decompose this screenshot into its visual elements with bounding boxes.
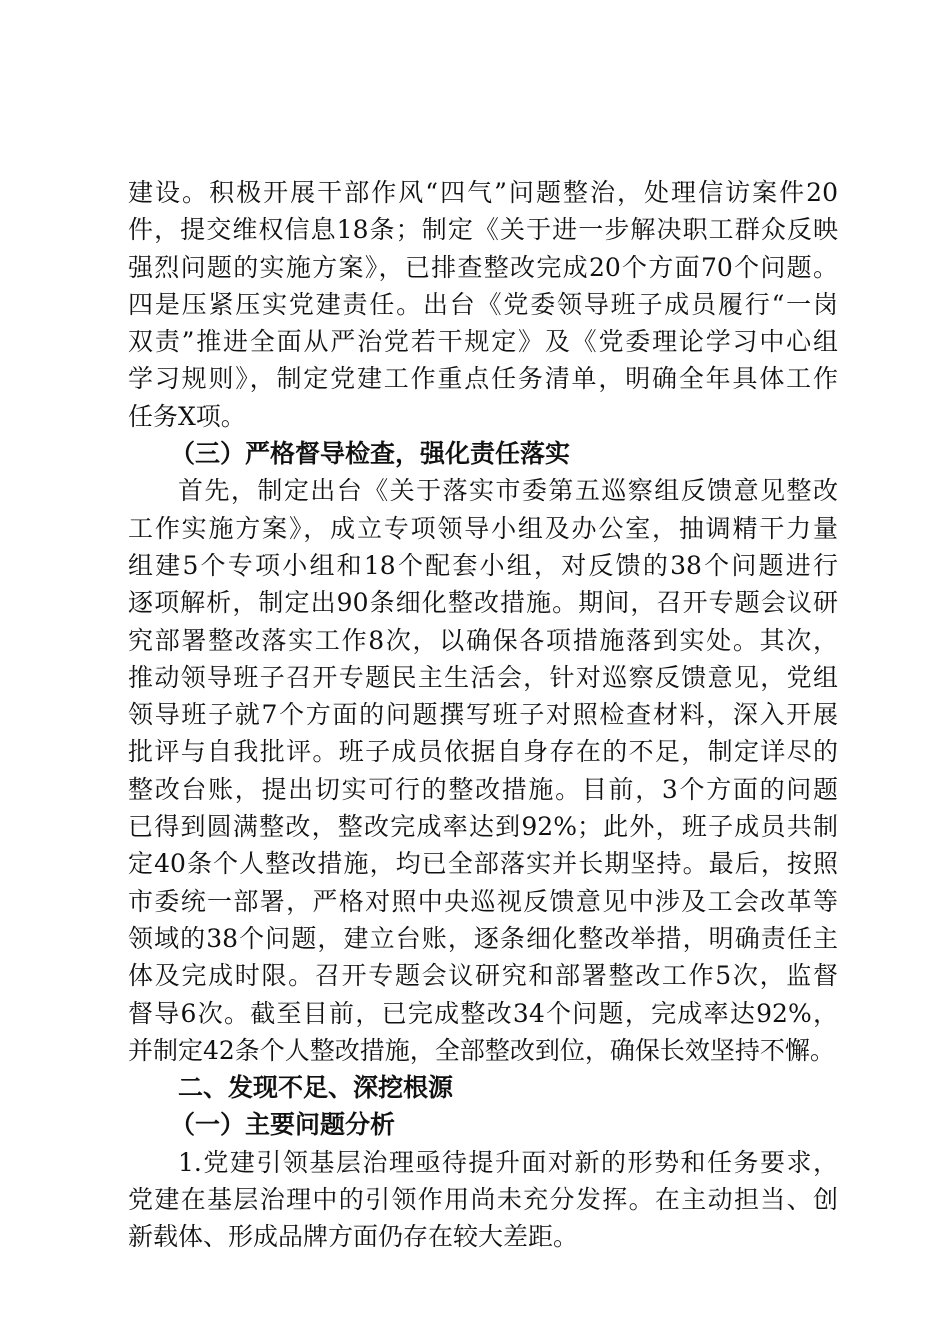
text-line: 市委统一部署，严格对照中央巡视反馈意见中涉及工会改革等 xyxy=(128,886,838,916)
text-line: 整改台账，提出切实可行的整改措施。目前，3个方面的问题 xyxy=(128,774,838,804)
text-line: 1.党建引领基层治理亟待提升面对新的形势和任务要求， xyxy=(178,1147,838,1177)
text-line: 首先，制定出台《关于落实市委第五巡察组反馈意见整改 xyxy=(178,476,838,506)
text-line: 批评与自我批评。班子成员依据自身存在的不足，制定详尽的 xyxy=(128,737,838,767)
text-line: 已得到圆满整改，整改完成率达到92%；此外，班子成员共制 xyxy=(128,812,838,842)
text-line: 组建5个专项小组和18个配套小组，对反馈的38个问题进行 xyxy=(128,550,838,580)
subsection-heading-1: （一）主要问题分析 xyxy=(170,1110,396,1140)
document-body xyxy=(128,174,838,1256)
text-line: 并制定42条个人整改措施，全部整改到位，确保长效坚持不懈。 xyxy=(128,1035,835,1065)
text-line: 定40条个人整改措施，均已全部落实并长期坚持。最后，按照 xyxy=(128,849,838,879)
text-line: 四是压紧压实党建责任。出台《党委领导班子成员履行“一岗 xyxy=(128,289,838,319)
section-heading-3: （三）严格督导检查，强化责任落实 xyxy=(170,439,571,469)
text-line: 件，提交维权信息18条；制定《关于进一步解决职工群众反映 xyxy=(128,215,838,245)
section-heading-2: 二、发现不足、深挖根源 xyxy=(178,1073,454,1103)
text-line: 领导班子就7个方面的问题撰写班子对照检查材料，深入开展 xyxy=(128,700,838,730)
paragraph-problem-analysis xyxy=(128,1144,838,1256)
text-line: 逐项解析，制定出90条细化整改措施。期间，召开专题会议研 xyxy=(128,588,838,618)
text-line: 任务X项。 xyxy=(128,401,246,431)
text-line: 究部署整改落实工作8次，以确保各项措施落到实处。其次， xyxy=(128,625,838,655)
text-line: 党建在基层治理中的引领作用尚未充分发挥。在主动担当、创 xyxy=(128,1185,838,1215)
text-line: 双责”推进全面从严治党若干规定》及《党委理论学习中心组 xyxy=(128,327,838,357)
text-line: 建设。积极开展干部作风“四气”问题整治，处理信访案件20 xyxy=(128,178,838,207)
paragraph-inspection xyxy=(128,472,838,1069)
text-line: 领域的38个问题，建立台账，逐条细化整改举措，明确责任主 xyxy=(128,923,838,953)
paragraph-party-building xyxy=(128,174,838,435)
text-line: 强烈问题的实施方案》，已排查整改完成20个方面70个问题。 xyxy=(128,252,838,282)
text-line: 督导6次。截至目前，已完成整改34个问题，完成率达92%， xyxy=(128,998,838,1028)
text-line: 体及完成时限。召开专题会议研究和部署整改工作5次，监督 xyxy=(128,961,838,991)
text-line: 推动领导班子召开专题民主生活会，针对巡察反馈意见，党组 xyxy=(128,662,838,692)
text-line: 学习规则》，制定党建工作重点任务清单，明确全年具体工作 xyxy=(128,364,838,394)
text-line: 新载体、形成品牌方面仍存在较大差距。 xyxy=(128,1222,579,1252)
text-line: 工作实施方案》，成立专项领导小组及办公室，抽调精干力量 xyxy=(128,513,838,543)
